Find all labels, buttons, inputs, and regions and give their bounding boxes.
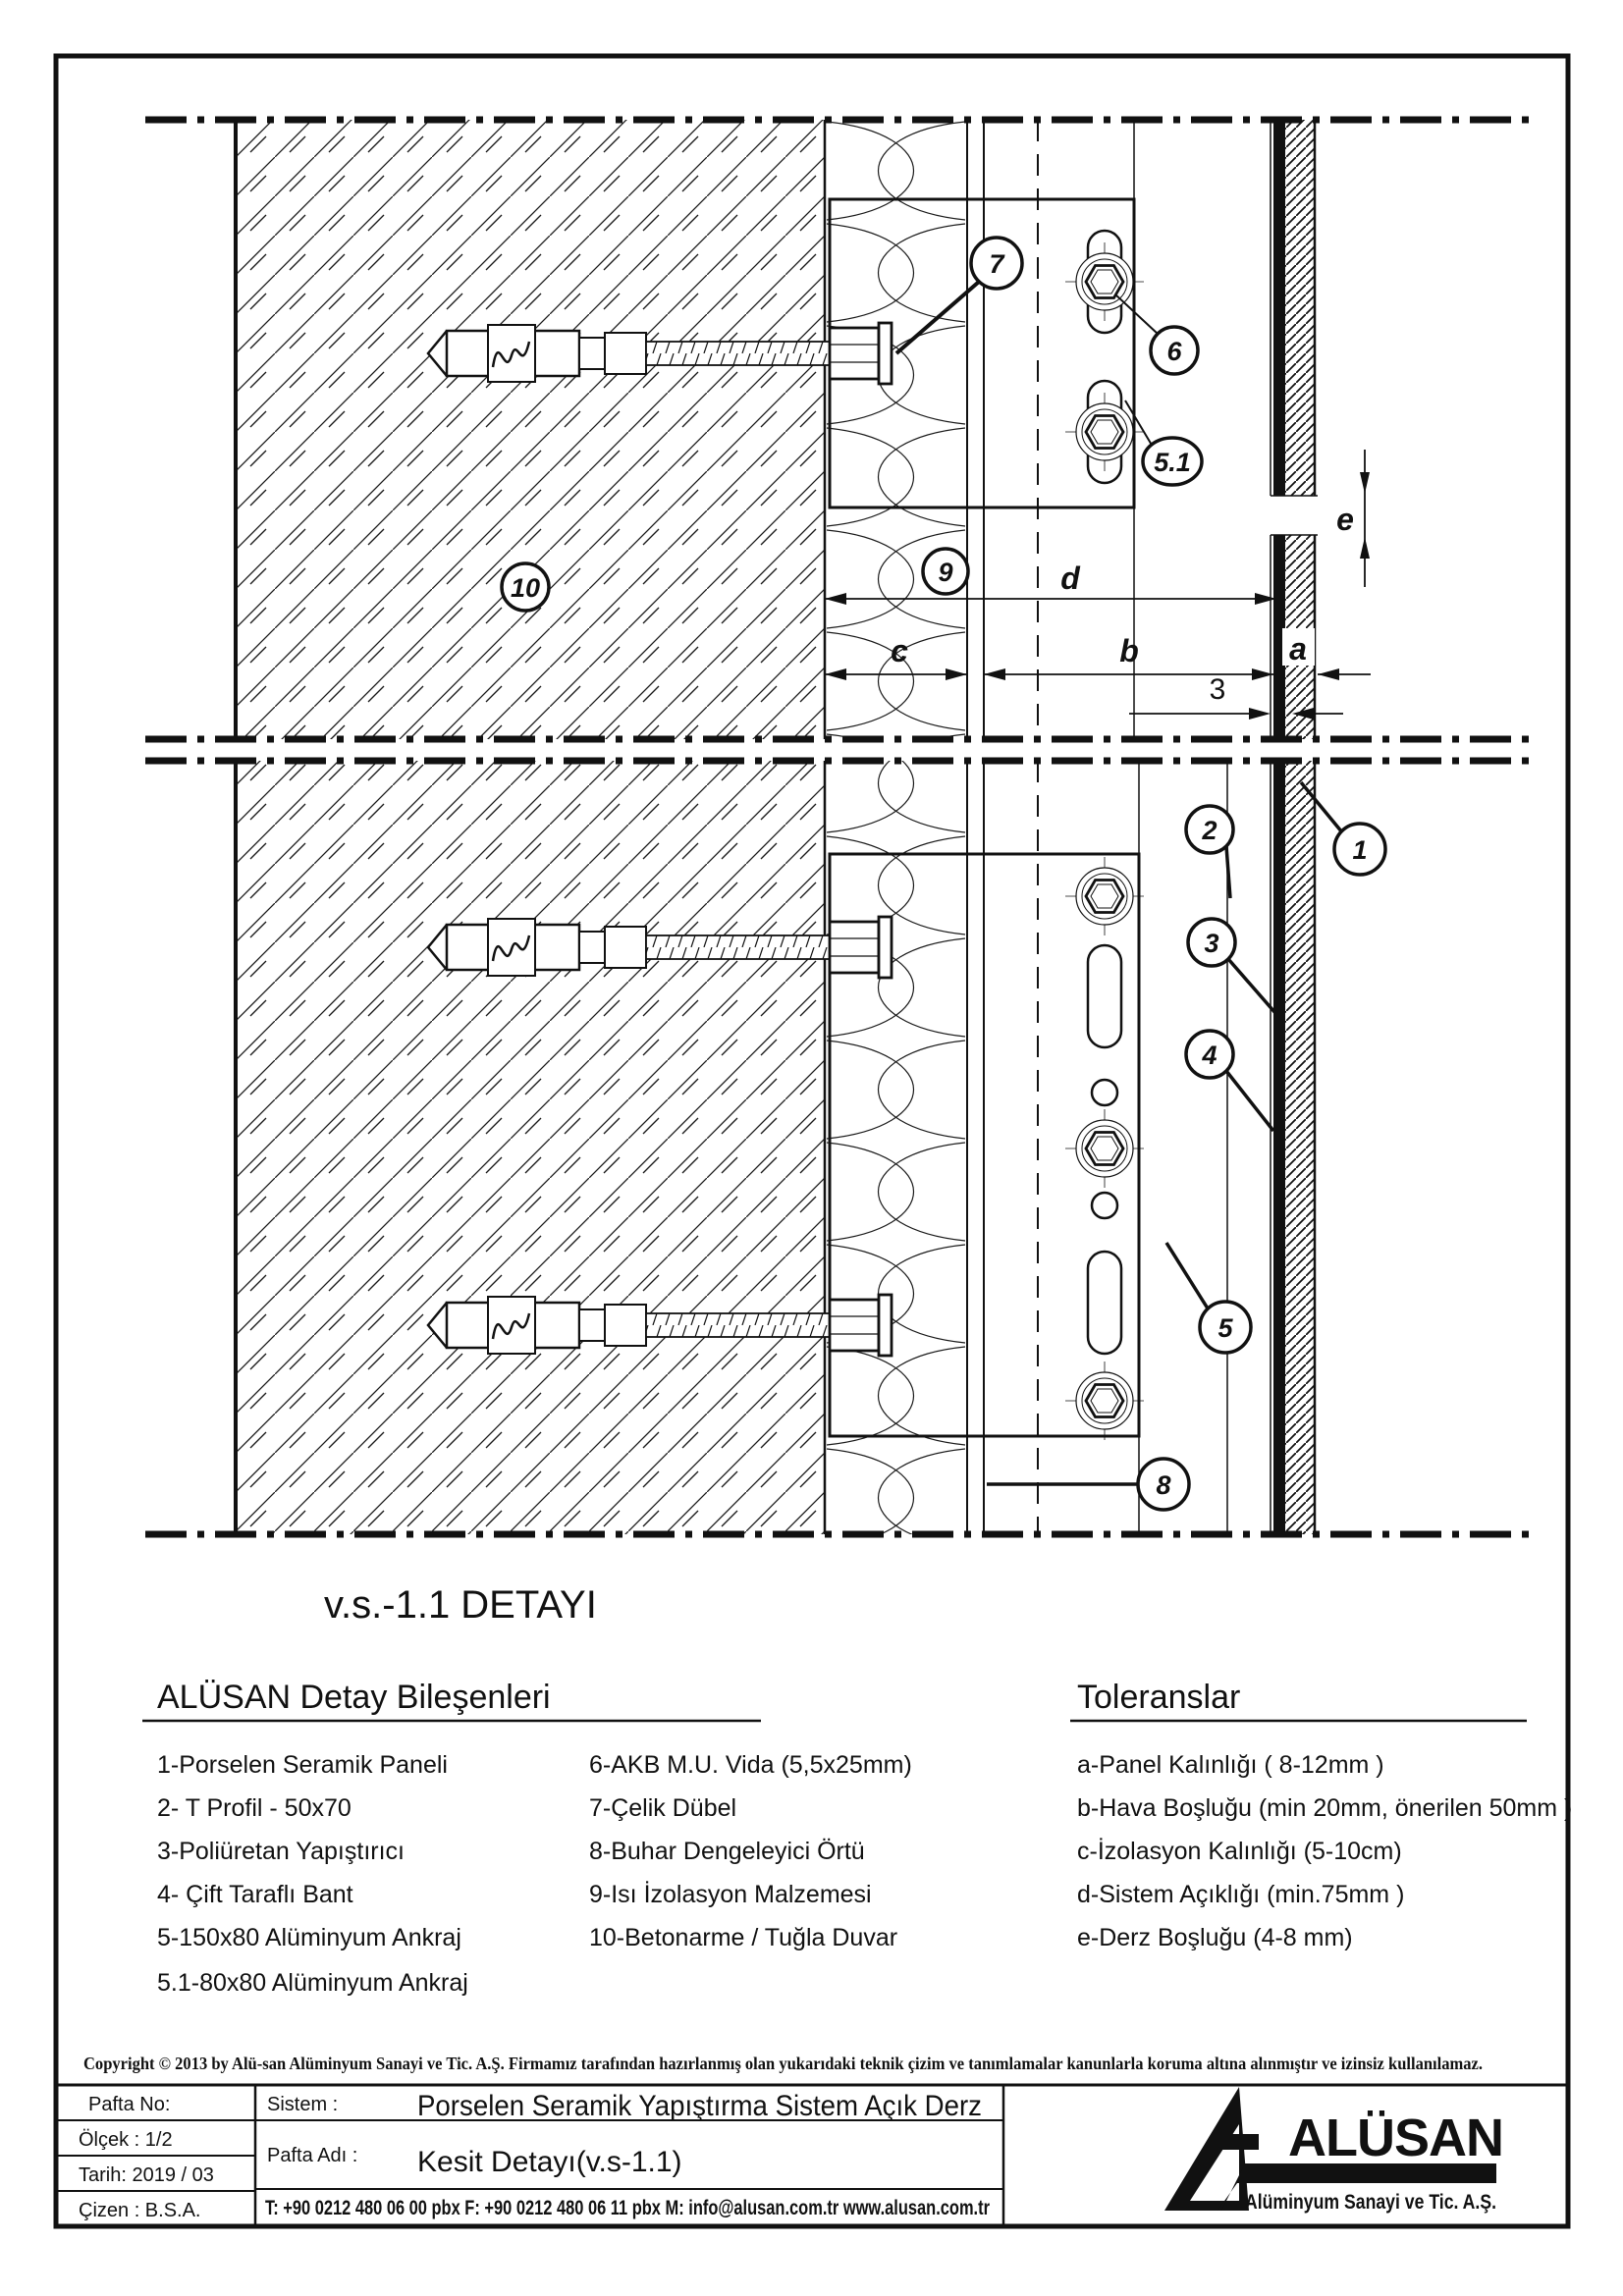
dim-label-b: b <box>1119 633 1139 668</box>
component-item: 2- T Profil - 50x70 <box>157 1794 352 1822</box>
tolerance-item: d-Sistem Açıklığı (min.75mm ) <box>1077 1881 1405 1908</box>
sistem-label: Sistem : <box>267 2094 339 2115</box>
callout-3: 3 <box>1204 929 1219 958</box>
tolerance-item: e-Derz Boşluğu (4-8 mm) <box>1077 1924 1353 1951</box>
sistem-value: Porselen Seramik Yapıştırma Sistem Açık Derz <box>417 2090 982 2122</box>
component-item: 1-Porselen Seramik Paneli <box>157 1751 448 1779</box>
callout-10: 10 <box>510 573 541 603</box>
callout-8: 8 <box>1156 1470 1171 1500</box>
component-item: 5.1-80x80 Alüminyum Ankraj <box>157 1969 468 1997</box>
dim-label-e: e <box>1336 502 1354 537</box>
callout-6: 6 <box>1166 337 1182 366</box>
callout-7: 7 <box>989 249 1004 279</box>
dim-label-a: a <box>1289 631 1307 667</box>
callout-5: 5 <box>1217 1313 1233 1343</box>
section-detail-drawing <box>145 120 1534 1627</box>
tolerance-item: a-Panel Kalınlığı ( 8-12mm ) <box>1077 1751 1384 1779</box>
tolerance-item: b-Hava Boşluğu (min 20mm, önerilen 50mm ) <box>1077 1794 1573 1822</box>
callout-5-1: 5.1 <box>1154 448 1191 477</box>
logo-text: ALÜSAN <box>1288 2109 1503 2167</box>
callout-4: 4 <box>1202 1041 1217 1070</box>
component-item: 8-Buhar Dengeleyici Örtü <box>589 1838 865 1865</box>
copyright-notice: Copyright © 2013 by Alü-san Alüminyum Sanayi ve Tic. A.Ş. Firmamız tarafından hazırlanmış olan yukarıdaki teknik çizim ve tanımlamalar kanunlarla koruma altına alınmıştır ve izinsiz kullanılamaz. <box>83 2054 1483 2073</box>
component-item: 9-Isı İzolasyon Malzemesi <box>589 1881 872 1908</box>
logo-tagline: Alüminyum Sanayi ve Tic. A.Ş. <box>1245 2191 1496 2214</box>
title-block <box>56 2085 1568 2226</box>
component-item: 5-150x80 Alüminyum Ankraj <box>157 1924 461 1951</box>
tolerance-item: c-İzolasyon Kalınlığı (5-10cm) <box>1077 1838 1402 1865</box>
callout-2: 2 <box>1202 816 1217 845</box>
contact-line: T: +90 0212 480 06 00 pbx F: +90 0212 480 06 11 pbx M: info@alusan.com.tr www.alusan.com.tr <box>265 2197 990 2219</box>
olcek-value: Ölçek : 1/2 <box>79 2129 173 2151</box>
component-item: 7-Çelik Dübel <box>589 1794 737 1822</box>
pafta-adi-label: Pafta Adı : <box>267 2145 358 2166</box>
tarih-value: Tarih: 2019 / 03 <box>79 2164 214 2186</box>
pafta-no-label: Pafta No: <box>88 2094 171 2115</box>
dim-label-d: d <box>1060 561 1080 596</box>
dim-label-3: 3 <box>1209 673 1226 706</box>
component-item: 3-Poliüretan Yapıştırıcı <box>157 1838 405 1865</box>
pafta-adi-value: Kesit Detayı(v.s-1.1) <box>417 2146 682 2178</box>
component-item: 4- Çift Taraflı Bant <box>157 1881 353 1908</box>
components-heading: ALÜSAN Detay Bileşenleri <box>157 1679 551 1716</box>
tolerances-heading: Toleranslar <box>1077 1679 1241 1716</box>
component-item: 10-Betonarme / Tuğla Duvar <box>589 1924 898 1951</box>
dim-label-c: c <box>891 633 908 668</box>
component-list <box>142 1679 912 1997</box>
tolerances-list <box>1070 1679 1572 1951</box>
callout-9: 9 <box>938 558 953 587</box>
component-item: 6-AKB M.U. Vida (5,5x25mm) <box>589 1751 912 1779</box>
callout-1: 1 <box>1352 835 1368 865</box>
cizen-value: Çizen : B.S.A. <box>79 2200 201 2221</box>
ceramic-panel <box>1271 120 1318 1534</box>
detail-title: v.s.-1.1 DETAYI <box>324 1583 597 1627</box>
